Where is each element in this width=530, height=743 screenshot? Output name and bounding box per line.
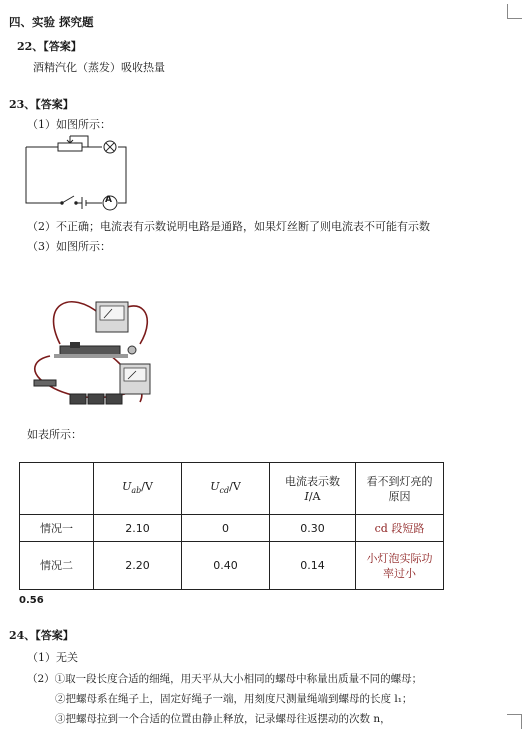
results-table <box>19 462 444 590</box>
section-title: 四、实验 探究题 <box>9 15 94 29</box>
row2-name: 情况二 <box>20 542 94 590</box>
table-intro: 如表所示： <box>27 428 82 441</box>
row1-ucd: 0 <box>182 515 270 542</box>
q23-label: 23、【答案】 <box>9 98 74 111</box>
q23-part3: （3）如图所示： <box>27 240 111 253</box>
q24-label: 24、【答案】 <box>9 629 74 642</box>
header-reason: 看不到灯亮的 原因 <box>356 463 444 515</box>
row2-current: 0.14 <box>270 542 356 590</box>
header-current: 电流表示数 I/A <box>270 463 356 515</box>
q22-answer: 酒精汽化（蒸发）吸收热量 <box>33 61 165 74</box>
q22-label: 22、【答案】 <box>17 40 82 53</box>
extra-value: 0.56 <box>19 595 44 606</box>
table-row <box>20 542 444 590</box>
row1-uab: 2.10 <box>94 515 182 542</box>
row2-uab: 2.20 <box>94 542 182 590</box>
row2-ucd: 0.40 <box>182 542 270 590</box>
row1-current: 0.30 <box>270 515 356 542</box>
row1-name: 情况一 <box>20 515 94 542</box>
header-empty <box>20 463 94 515</box>
q24-part1: （1）无关 <box>27 651 78 664</box>
row2-reason: 小灯泡实际功 率过小 <box>356 542 444 590</box>
q23-part1: （1）如图所示： <box>27 118 111 131</box>
wiring-photo <box>30 284 165 414</box>
circuit-diagram <box>20 133 132 211</box>
table-header-row <box>20 463 444 515</box>
header-ucd: $U_{cd}/V$ <box>182 463 270 515</box>
q24-part2: （2）①取一段长度合适的细绳，用天平从大小相同的螺母中称量出质量不同的螺母； <box>27 673 423 685</box>
q24-step3: ③把螺母拉到一个合适的位置由静止释放，记录螺母往返摆动的次数 n， <box>55 713 391 725</box>
crop-mark-top-right <box>507 4 522 19</box>
header-uab: $U_{ab}/V$ <box>94 463 182 515</box>
q24-step2: ②把螺母系在绳子上，固定好绳子一端，用刻度尺测量绳端到螺母的长度 l₁； <box>55 693 413 705</box>
crop-mark-bottom-right <box>507 714 522 729</box>
table-row <box>20 515 444 542</box>
q23-part2: （2）不正确；电流表有示数说明电路是通路，如果灯丝断了则电流表不可能有示数 <box>27 220 430 233</box>
ammeter-symbol: A <box>105 195 112 205</box>
row1-reason: cd 段短路 <box>356 515 444 542</box>
